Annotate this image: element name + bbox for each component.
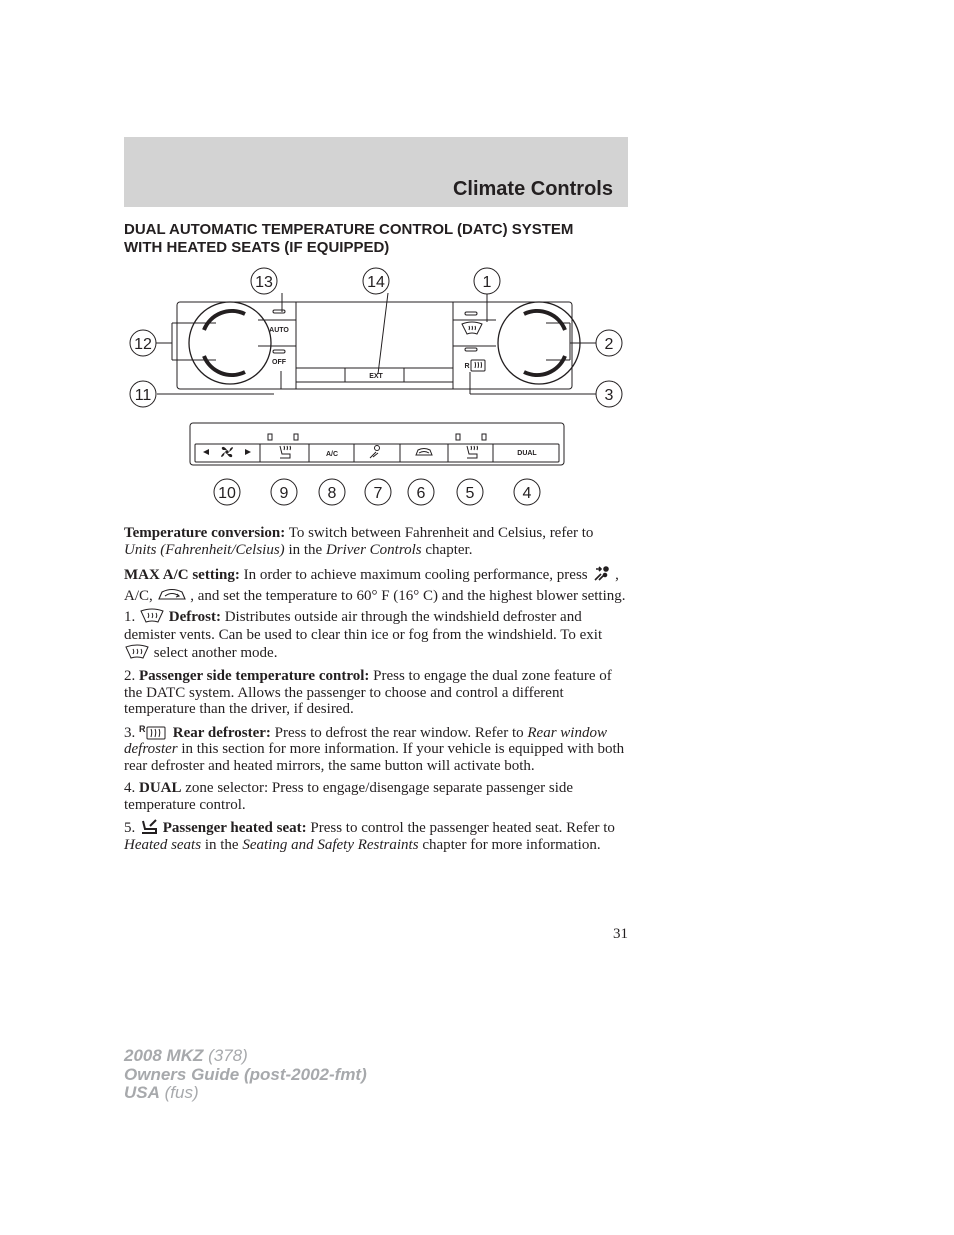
header-band [124, 137, 628, 207]
xref-units: Units (Fahrenheit/Celsius) [124, 541, 285, 558]
label-rear-defroster: Rear defroster: [172, 724, 271, 741]
section-heading-line2: WITH HEATED SEATS (IF EQUIPPED) [124, 239, 390, 256]
heated-seat-icon [139, 819, 159, 835]
ext-button-label[interactable]: EXT [369, 373, 383, 380]
paragraph-item-5: 5. Passenger heated seat: Press to control the passenger heated seat. Refer to Heated seats in the Seating and Safety Restraints chapter for more information. [124, 820, 615, 853]
dual-button-label[interactable]: DUAL [517, 450, 537, 457]
fan-icon [221, 447, 233, 457]
off-button-label[interactable]: OFF [272, 359, 286, 366]
svg-text:R: R [139, 723, 146, 734]
recirculation-icon[interactable] [416, 449, 432, 456]
label-passenger-temp: Passenger side temperature control: [139, 668, 370, 684]
callout-number: 10 [218, 485, 236, 502]
callout-number: 2 [604, 336, 614, 353]
defrost-icon[interactable] [462, 322, 482, 334]
paragraph-item-2: 2. Passenger side temperature control: Press to engage the dual zone feature of the DATC system. Allows the passenger to choose and control a different temperature than the driver, if desired. [124, 668, 612, 717]
callout-number: 8 [327, 485, 337, 502]
body-text [124, 525, 628, 859]
page-number: 31 [613, 926, 628, 942]
callout-number: 13 [255, 274, 273, 291]
datc-control-panel-diagram [124, 264, 628, 514]
callout-9 [271, 479, 297, 505]
callout-number: 14 [367, 274, 385, 291]
callout-5 [457, 479, 483, 505]
ac-button-label[interactable]: A/C [325, 451, 339, 458]
rear-defrost-icon[interactable] [471, 360, 485, 371]
callout-number: 5 [465, 485, 475, 502]
rear-defrost-r-label: R [464, 363, 470, 370]
defrost-icon [139, 608, 165, 624]
callout-4 [514, 479, 540, 505]
callout-10 [214, 479, 240, 505]
callout-number: 6 [416, 485, 426, 502]
paragraph-item-4: 4. DUAL zone selector: Press to engage/disengage separate passenger side temperature control. [124, 780, 574, 813]
callout-11 [130, 381, 156, 407]
callout-1 [474, 268, 500, 294]
callout-3 [596, 381, 622, 407]
recirculation-icon [157, 585, 187, 603]
rear-defrost-icon [139, 724, 169, 740]
callout-6 [408, 479, 434, 505]
callout-number: 7 [373, 485, 383, 502]
label-dual: DUAL [139, 780, 182, 796]
section-heading-line1: DUAL AUTOMATIC TEMPERATURE CONTROL (DATC) SYSTEM [124, 221, 574, 238]
callout-number: 3 [604, 387, 614, 404]
footer: 2008 MKZ (378) Owners Guide (post-2002-fmt) USA (fus) [124, 1046, 367, 1102]
callout-2 [596, 330, 622, 356]
defrost-icon [124, 644, 150, 660]
chapter-title: Climate Controls [452, 178, 613, 200]
heated-seat-icon[interactable] [467, 446, 478, 458]
label-max-ac: MAX A/C setting: [124, 567, 240, 583]
callout-number: 1 [482, 274, 492, 291]
xref-rear-window-defroster: Rear window defroster [124, 724, 607, 757]
section-heading [124, 221, 628, 257]
paragraph-item-3: 3. R Rear defroster: Press to defrost the rear window. Refer to Rear window defroster in this section for more information. If your vehicle is equipped with both rear defroster and heated mirrors, the same button will activate both. [124, 723, 625, 774]
paragraph-temperature-conversion: Temperature conversion: To switch between Fahrenheit and Celsius, refer to Units (Fahrenheit/Celsius) in the Driver Controls chapter. [124, 525, 594, 558]
xref-seating-safety: Seating and Safety Restraints [242, 836, 419, 853]
heated-seat-icon[interactable] [280, 446, 291, 458]
paragraph-max-ac: MAX A/C setting: In order to achieve maximum cooling performance, press , A/C, , and set the temperature to 60° F (16° C) and the highest blower setting. [124, 564, 628, 606]
xref-driver-controls: Driver Controls [325, 541, 422, 558]
xref-heated-seats: Heated seats [124, 836, 202, 853]
paragraph-item-1: 1. Defrost: Distributes outside air through the windshield defroster and demister vents. Can be used to clear thin ice or fog from the windshield. To exit select another mode. [124, 609, 603, 661]
label-temperature-conversion: Temperature conversion: [124, 525, 286, 541]
auto-button-label[interactable]: AUTO [269, 327, 289, 334]
callout-number: 9 [279, 485, 289, 502]
arrow-right-icon[interactable] [245, 449, 251, 455]
label-defrost: Defrost: [168, 609, 221, 625]
max-ac-icon [591, 564, 611, 582]
callout-12 [130, 330, 156, 356]
callout-number: 4 [522, 485, 532, 502]
callout-13 [251, 268, 277, 294]
passenger-temperature-knob[interactable] [498, 302, 580, 384]
callout-number: 11 [134, 387, 152, 404]
max-ac-icon[interactable] [370, 446, 380, 459]
callout-14 [363, 268, 389, 294]
callout-8 [319, 479, 345, 505]
arrow-left-icon[interactable] [203, 449, 209, 455]
callout-number: 12 [134, 336, 152, 353]
label-passenger-heated-seat: Passenger heated seat: [162, 820, 307, 836]
driver-temperature-knob[interactable] [189, 302, 271, 384]
callout-7 [365, 479, 391, 505]
